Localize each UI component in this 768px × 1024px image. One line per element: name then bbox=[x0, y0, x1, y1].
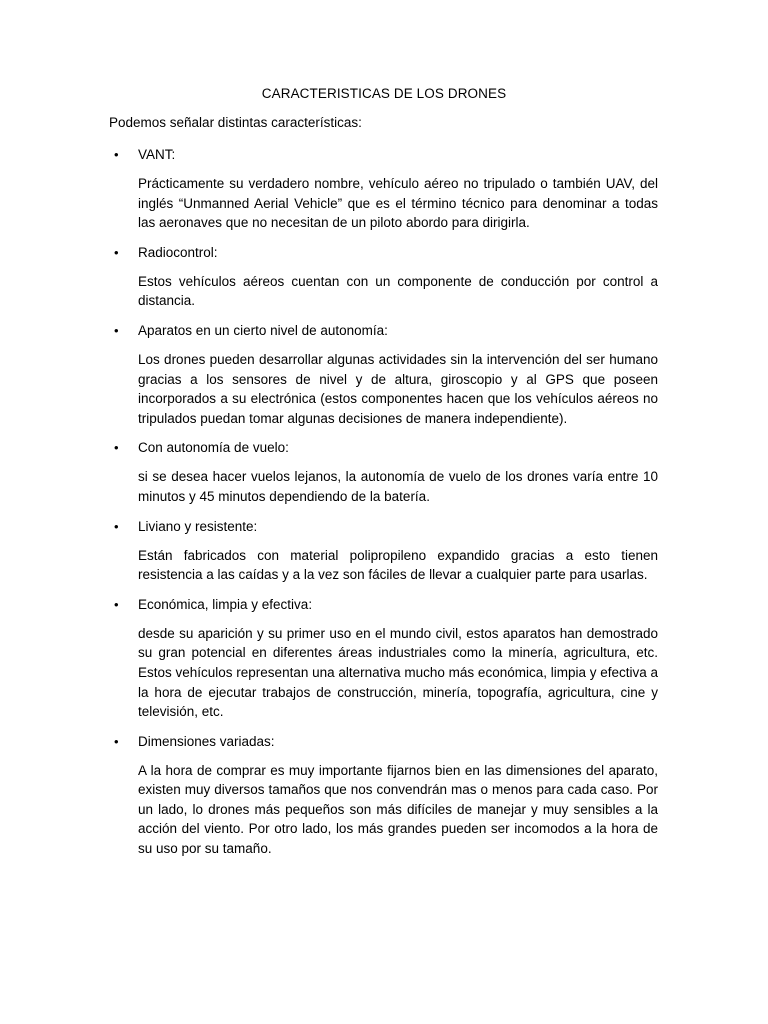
list-item bbox=[109, 732, 658, 859]
list-item bbox=[109, 438, 658, 506]
list-item bbox=[109, 595, 658, 722]
list-item-description: Prácticamente su verdadero nombre, vehículo aéreo no tripulado o también UAV, del inglés “Unmanned Aerial Vehicle” que es el término técnico para denominar a todas las aeronaves que no necesitan de un piloto abordo para dirigirla. bbox=[138, 176, 658, 231]
characteristics-list bbox=[109, 145, 658, 869]
list-item-heading-line bbox=[109, 321, 658, 340]
list-item-heading: Liviano y resistente: bbox=[138, 518, 258, 534]
list-item-description: si se desea hacer vuelos lejanos, la autonomía de vuelo de los drones varía entre 10 minutos y 45 minutos dependiendo de la batería. bbox=[138, 469, 658, 504]
list-item-heading: Aparatos en un cierto nivel de autonomía: bbox=[138, 322, 388, 338]
bullet-icon: • bbox=[114, 440, 119, 456]
list-item-heading: Económica, limpia y efectiva: bbox=[138, 596, 313, 612]
list-item-heading-line bbox=[109, 145, 658, 164]
list-item-heading: Radiocontrol: bbox=[138, 244, 218, 260]
list-item-description: Están fabricados con material polipropileno expandido gracias a esto tienen resistencia a las caídas y a la vez son fáciles de llevar a cualquier parte para usarlas. bbox=[138, 547, 658, 583]
list-item-description: Estos vehículos aéreos cuentan con un componente de conducción por control a distancia. bbox=[138, 273, 658, 309]
intro-text: Podemos señalar distintas características: bbox=[109, 115, 362, 130]
list-item-heading: VANT: bbox=[138, 147, 176, 162]
list-item-heading-line bbox=[109, 438, 658, 457]
list-item-heading-line bbox=[109, 732, 658, 751]
bullet-icon: • bbox=[114, 147, 119, 162]
page-title: CARACTERISTICAS DE LOS DRONES bbox=[261, 86, 507, 101]
list-item-description: A la hora de comprar es muy importante fijarnos bien en las dimensiones del aparato, existen muy diversos tamaños que nos convendrán mas o menos para cada caso. Por un lado, lo drones más pequeños son más difíciles de manejar y muy sensibles a la acción del viento. Por otro lado, los más grandes pueden ser incomodos a la hora de su uso por su tamaño. bbox=[138, 762, 658, 857]
list-item-description: Los drones pueden desarrollar algunas actividades sin la intervención del ser humano gracias a los sensores de nivel y de altura, giroscopio y al GPS que poseen incorporados a su electrónica (estos componentes hacen que los vehículos aéreos no tripulados puedan tomar algunas decisiones de manera independiente). bbox=[138, 351, 658, 426]
list-item bbox=[109, 243, 658, 311]
bullet-icon: • bbox=[114, 596, 119, 612]
list-item bbox=[109, 145, 658, 233]
list-item-heading: Dimensiones variadas: bbox=[138, 733, 275, 749]
list-item-description: desde su aparición y su primer uso en el mundo civil, estos aparatos han demostrado su gran potencial en diferentes áreas industriales como la minería, agricultura, etc. Estos vehículos representan una alternativa mucho más económica, limpia y efectiva a la hora de ejecutar trabajos de construcción, minería, topografía, agricultura, cine y televisión, etc. bbox=[138, 625, 659, 720]
bullet-icon: • bbox=[114, 518, 119, 534]
list-item bbox=[109, 321, 658, 428]
list-item-heading-line bbox=[109, 595, 658, 614]
list-item-heading-line bbox=[109, 517, 658, 536]
bullet-icon: • bbox=[114, 244, 119, 260]
list-item-heading: Con autonomía de vuelo: bbox=[138, 440, 289, 456]
bullet-icon: • bbox=[114, 322, 119, 338]
list-item-heading-line bbox=[109, 243, 658, 262]
list-item bbox=[109, 517, 658, 585]
bullet-icon: • bbox=[114, 733, 119, 749]
